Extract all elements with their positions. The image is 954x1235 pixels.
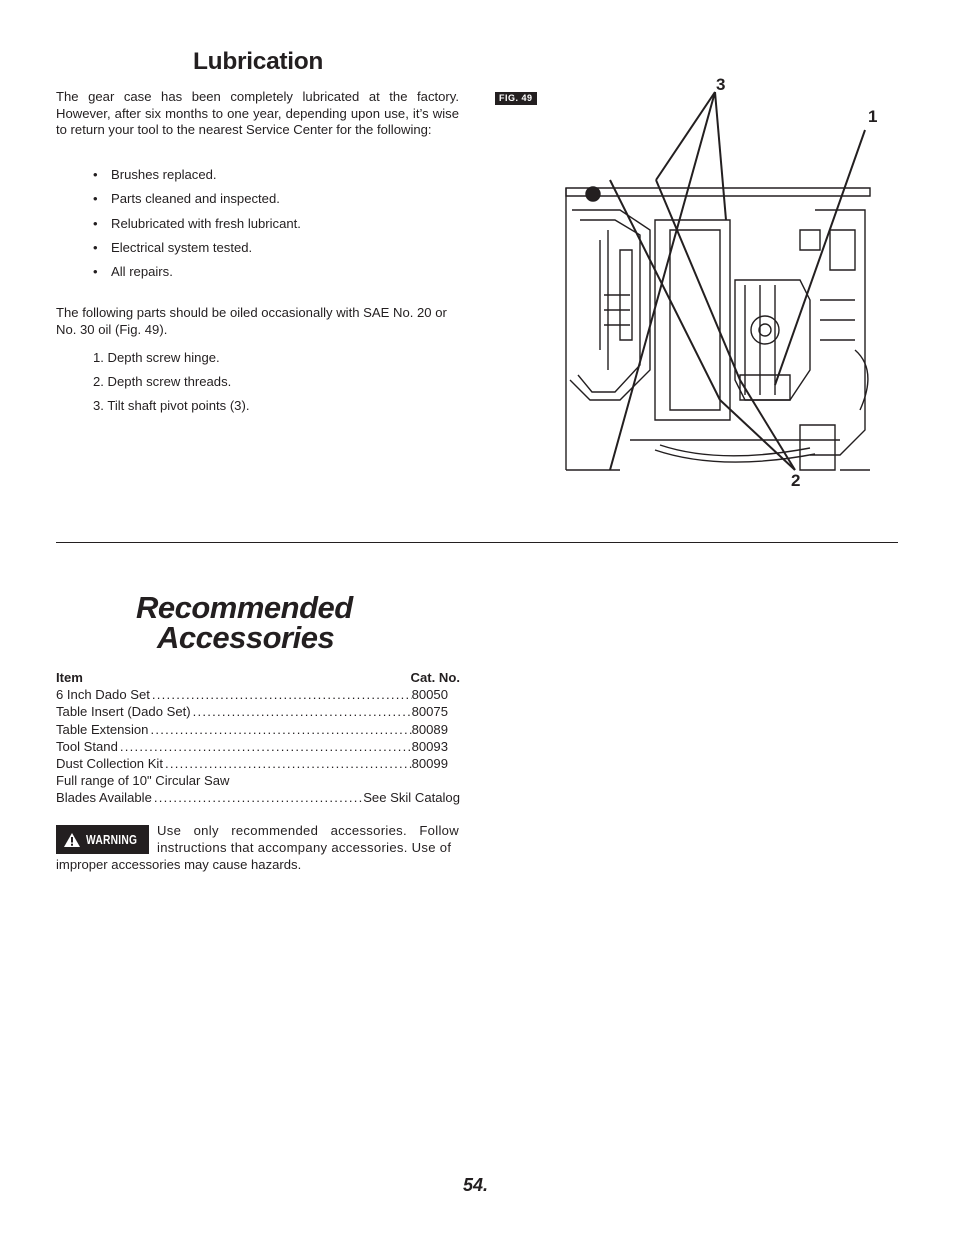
accessories-heading: [136, 590, 353, 655]
warning-label: [56, 825, 149, 854]
bullet-item: [93, 217, 301, 241]
section-divider: [56, 542, 898, 543]
service-bullet-list: [93, 168, 301, 289]
oil-point: 2. Depth screw threads.: [93, 374, 232, 390]
bullet-item: [93, 168, 301, 192]
lubrication-heading: Lubrication: [193, 48, 324, 75]
accessories-heading-line1: Recommended: [136, 590, 353, 625]
saw-mechanism-illustration: [560, 70, 880, 490]
bullet-dot: •: [93, 239, 98, 255]
header-cat-no: Cat. No.: [410, 670, 460, 685]
oil-point: 3. Tilt shaft pivot points (3).: [93, 398, 250, 414]
header-item: Item: [56, 670, 83, 685]
table-row: [56, 722, 460, 739]
oil-point: 1. Depth screw hinge.: [93, 350, 220, 365]
bullet-dot: •: [93, 167, 98, 182]
bullet-text: All repairs.: [111, 264, 173, 280]
dot-leader: [191, 704, 412, 721]
callout-2: 2: [791, 471, 801, 490]
table-header: [56, 670, 460, 687]
accessory-name: 6 Inch Dado Set: [56, 687, 150, 703]
table-row: [56, 687, 460, 704]
dot-leader: [150, 687, 412, 704]
accessory-cat-no: 80050: [411, 687, 448, 703]
dot-leader: [148, 722, 411, 739]
oil-points-list: [93, 351, 249, 424]
bullet-dot: •: [93, 215, 98, 231]
table-row: [56, 790, 460, 807]
bullet-item: [93, 192, 301, 216]
accessory-name: Table Extension: [56, 721, 149, 737]
accessories-table: [56, 670, 460, 808]
warning-text-continued: improper accessories may cause hazards.: [56, 857, 302, 872]
accessory-name: Dust Collection Kit: [56, 755, 163, 771]
warning-text: Use only recommended accessories. Follow instructions that accompany accessories. Use of: [157, 823, 459, 855]
accessory-cat-no: 80093: [411, 738, 448, 754]
table-row: [56, 756, 460, 773]
figure-tag: FIG. 49: [495, 92, 537, 105]
page-number: 54.: [463, 1175, 489, 1195]
accessory-cat-no: See Skil Catalog: [363, 790, 460, 806]
bullet-dot: •: [93, 264, 98, 280]
bullet-text: Parts cleaned and inspected.: [111, 191, 280, 207]
bullet-item: [93, 265, 301, 289]
callout-1: 1: [868, 107, 878, 126]
dot-leader: [118, 739, 412, 756]
full-range-line: Full range of 10" Circular Saw: [56, 773, 230, 789]
accessory-cat-no: 80089: [411, 721, 448, 737]
accessory-cat-no: 80075: [411, 704, 448, 720]
callout-3: 3: [716, 75, 726, 94]
table-row: [56, 739, 460, 756]
accessory-cat-no: 80099: [411, 755, 448, 771]
warning-triangle-icon: [64, 833, 80, 847]
dot-leader: [163, 756, 412, 773]
bullet-text: Relubricated with fresh lubricant.: [111, 215, 301, 231]
warning-label-text: WARNING: [86, 832, 138, 847]
accessory-name: Tool Stand: [56, 738, 118, 754]
accessory-name: Table Insert (Dado Set): [56, 704, 191, 720]
bullet-dot: •: [93, 191, 98, 207]
bullet-text: Electrical system tested.: [111, 239, 253, 255]
accessories-heading-line2: Accessories: [157, 620, 335, 655]
lubrication-intro: The gear case has been completely lubricated at the factory. However, after six months to one year, depending upon use, it’s wise to return your tool to the nearest Service Center for the following:: [56, 89, 459, 138]
table-row: [56, 704, 460, 721]
oil-instructions: The following parts should be oiled occasionally with SAE No. 20 or No. 30 oil (Fig. 49).: [56, 305, 447, 337]
accessory-name: Blades Available: [56, 790, 152, 806]
bullet-item: [93, 241, 301, 265]
dot-leader: [152, 790, 363, 807]
bullet-text: Brushes replaced.: [111, 167, 217, 182]
